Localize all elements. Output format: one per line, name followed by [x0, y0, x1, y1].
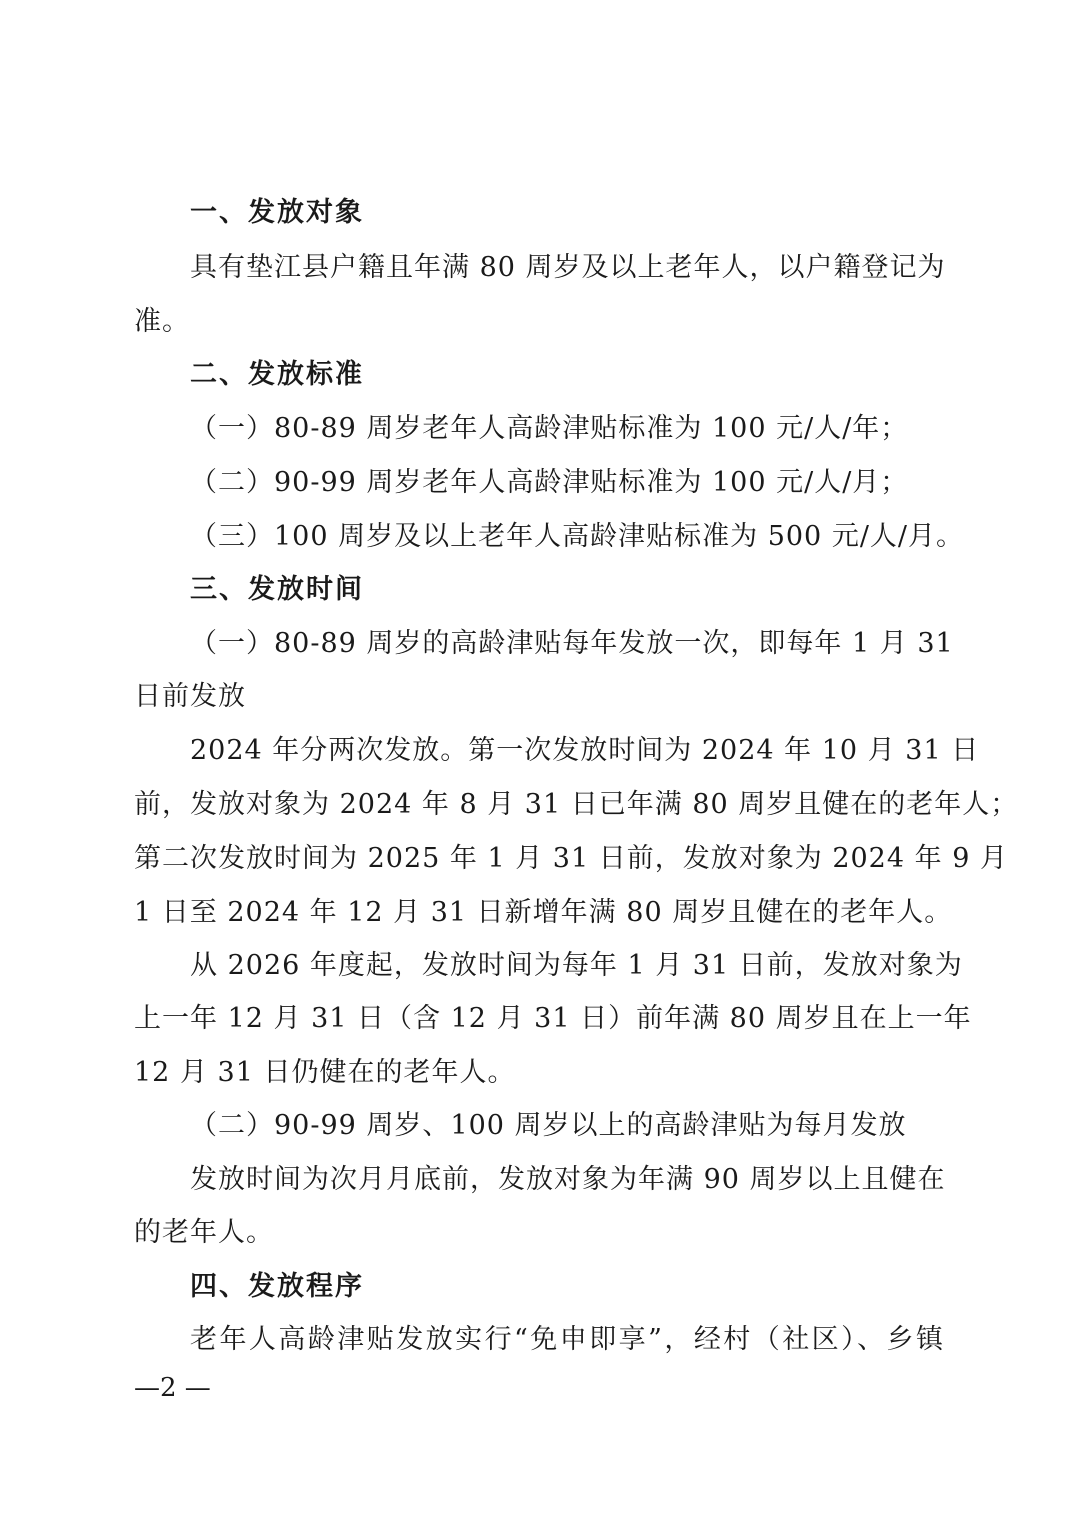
paragraph-line: 12 月 31 日仍健在的老年人。 — [134, 1057, 516, 1088]
paragraph-line: （一）80-89 周岁老年人高龄津贴标准为 100 元/人/年； — [190, 413, 909, 444]
paragraph-line: 发放时间为次月月底前，发放对象为年满 90 周岁以上且健在 — [190, 1164, 946, 1195]
paragraph-line: 从 2026 年度起，发放时间为每年 1 月 31 日前，发放对象为 — [190, 950, 963, 981]
section-heading-3: 三、发放时间 — [190, 574, 364, 605]
paragraph-line: 2024 年分两次发放。第一次发放时间为 2024 年 10 月 31 日 — [190, 735, 980, 766]
paragraph-line: 准。 — [134, 306, 190, 337]
paragraph-line: （一）80-89 周岁的高龄津贴每年发放一次，即每年 1 月 31 — [190, 628, 954, 659]
paragraph-line: （二）90-99 周岁、100 周岁以上的高龄津贴为每月发放 — [190, 1110, 907, 1141]
paragraph-line: 上一年 12 月 31 日（含 12 月 31 日）前年满 80 周岁且在上一年 — [134, 1003, 972, 1034]
page-number: —2 — — [134, 1373, 211, 1403]
paragraph-line: （三）100 周岁及以上老年人高龄津贴标准为 500 元/人/月。 — [190, 521, 965, 552]
section-heading-1: 一、发放对象 — [190, 197, 364, 228]
section-heading-2: 二、发放标准 — [190, 359, 364, 390]
paragraph-line: 的老年人。 — [134, 1217, 274, 1248]
paragraph-line: 具有垫江县户籍且年满 80 周岁及以上老年人，以户籍登记为 — [190, 252, 946, 283]
paragraph-line: 日前发放 — [134, 681, 246, 712]
paragraph-line: 第二次发放时间为 2025 年 1 月 31 日前，发放对象为 2024 年 9 月 — [134, 843, 1008, 874]
paragraph-line: 前，发放对象为 2024 年 8 月 31 日已年满 80 周岁且健在的老年人； — [134, 789, 1019, 820]
paragraph-line: 老年人高龄津贴发放实行“免申即享”，经村（社区）、乡镇 — [190, 1324, 944, 1355]
paragraph-line: （二）90-99 周岁老年人高龄津贴标准为 100 元/人/月； — [190, 467, 909, 498]
paragraph-line: 1 日至 2024 年 12 月 31 日新增年满 80 周岁且健在的老年人。 — [134, 897, 953, 928]
section-heading-4: 四、发放程序 — [190, 1271, 364, 1302]
